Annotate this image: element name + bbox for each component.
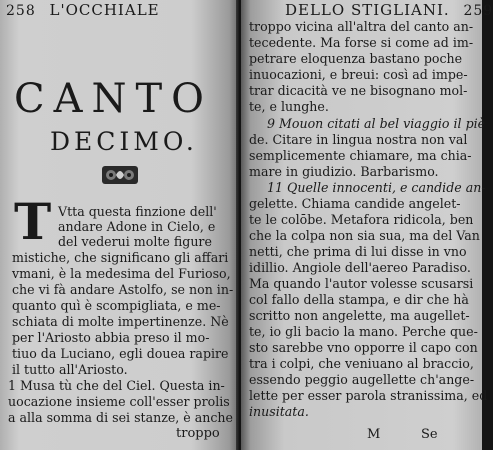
right-line: col fallo della stampa, e dir che hà bbox=[249, 292, 469, 307]
right-line: gelette. Chiama candide angelet- bbox=[249, 196, 461, 211]
canto-subtitle: DECIMO. bbox=[50, 127, 198, 156]
canto-title: CANTO bbox=[14, 76, 213, 122]
right-line: tecedente. Ma forse si come ad im- bbox=[249, 35, 474, 50]
left-line: del vederui molte figure bbox=[58, 234, 212, 249]
right-line: troppo vicina all'altra del canto an- bbox=[249, 19, 474, 34]
left-line: 1 Musa tù che del Ciel. Questa in- bbox=[8, 378, 225, 393]
right-line: netti, che prima di lui disse in vno bbox=[249, 244, 467, 259]
right-line: tra i colpi, che veniuano al braccio, bbox=[249, 356, 474, 371]
left-line: il tutto all'Ariosto. bbox=[12, 362, 128, 377]
right-running-title: DELLO STIGLIANI. bbox=[285, 1, 450, 19]
right-line: essendo peggio augellette ch'ange- bbox=[249, 372, 475, 387]
right-line: che la colpa non sia sua, ma del Van bbox=[249, 228, 480, 243]
right-page bbox=[241, 0, 493, 450]
fleuron-ornament-icon bbox=[101, 164, 139, 186]
left-line: schiata di molte impertinenze. Nè bbox=[12, 314, 229, 329]
right-page-number: 259 bbox=[463, 3, 493, 19]
left-line: quanto quì è scompigliata, e me- bbox=[12, 298, 221, 313]
right-line: idillio. Angiole dell'aereo Paradiso. bbox=[249, 260, 471, 275]
left-line: Vtta questa finzione dell' bbox=[58, 204, 217, 219]
right-line: inuocazioni, e breui: così ad impe- bbox=[249, 67, 468, 82]
left-line: andare Adone in Cielo, e bbox=[58, 219, 216, 234]
right-line: trar dicacità ve ne bisognano mol- bbox=[249, 83, 468, 98]
right-line: sto sarebbe vno opporre il capo con bbox=[249, 340, 478, 355]
left-line: che vi fà andare Astolfo, se non in- bbox=[12, 282, 234, 297]
right-line: mare in giudizio. Barbarismo. bbox=[249, 164, 439, 179]
left-line: vmani, è la medesima del Furioso, bbox=[12, 266, 231, 281]
left-running-title: L'OCCHIALE bbox=[49, 1, 160, 19]
right-line: semplicemente chiamare, ma chia- bbox=[249, 148, 472, 163]
left-running-head bbox=[6, 2, 160, 19]
right-catchword: Se bbox=[421, 427, 438, 442]
right-line: 9 Mouon citati al bel viaggio il piè bbox=[267, 116, 486, 131]
drop-cap: T bbox=[14, 192, 52, 251]
right-running-head bbox=[285, 2, 493, 19]
left-catchword: troppo bbox=[176, 426, 220, 441]
right-line: 11 Quelle innocenti, e candide an- bbox=[267, 180, 486, 195]
right-line: te le colōbe. Metafora ridicola, ben bbox=[249, 212, 474, 227]
right-line: de. Citare in lingua nostra non val bbox=[249, 132, 468, 147]
left-page bbox=[0, 0, 239, 450]
right-line: lette per esser parola stranissima, ed bbox=[249, 388, 488, 403]
left-page-number: 258 bbox=[6, 3, 36, 19]
signature-mark: M bbox=[367, 427, 381, 442]
left-line: per l'Ariosto abbia preso il mo- bbox=[12, 330, 210, 345]
right-line: te, e lunghe. bbox=[249, 99, 329, 114]
right-line: petrare eloquenza bastano poche bbox=[249, 51, 463, 66]
right-line: inusitata. bbox=[249, 404, 309, 419]
left-line: a alla somma di sei stanze, è anche bbox=[8, 410, 233, 425]
right-line: scritto non angelette, ma augellet- bbox=[249, 308, 470, 323]
left-line: uocazione insieme coll'esser prolis bbox=[8, 394, 230, 409]
left-line: mistiche, che significano gli affari bbox=[12, 250, 229, 265]
right-line: Ma quando l'autor volesse scusarsi bbox=[249, 276, 474, 291]
left-line: tiuo da Luciano, egli douea rapire bbox=[12, 346, 229, 361]
right-line: te, io gli bacio la mano. Perche que- bbox=[249, 324, 478, 339]
